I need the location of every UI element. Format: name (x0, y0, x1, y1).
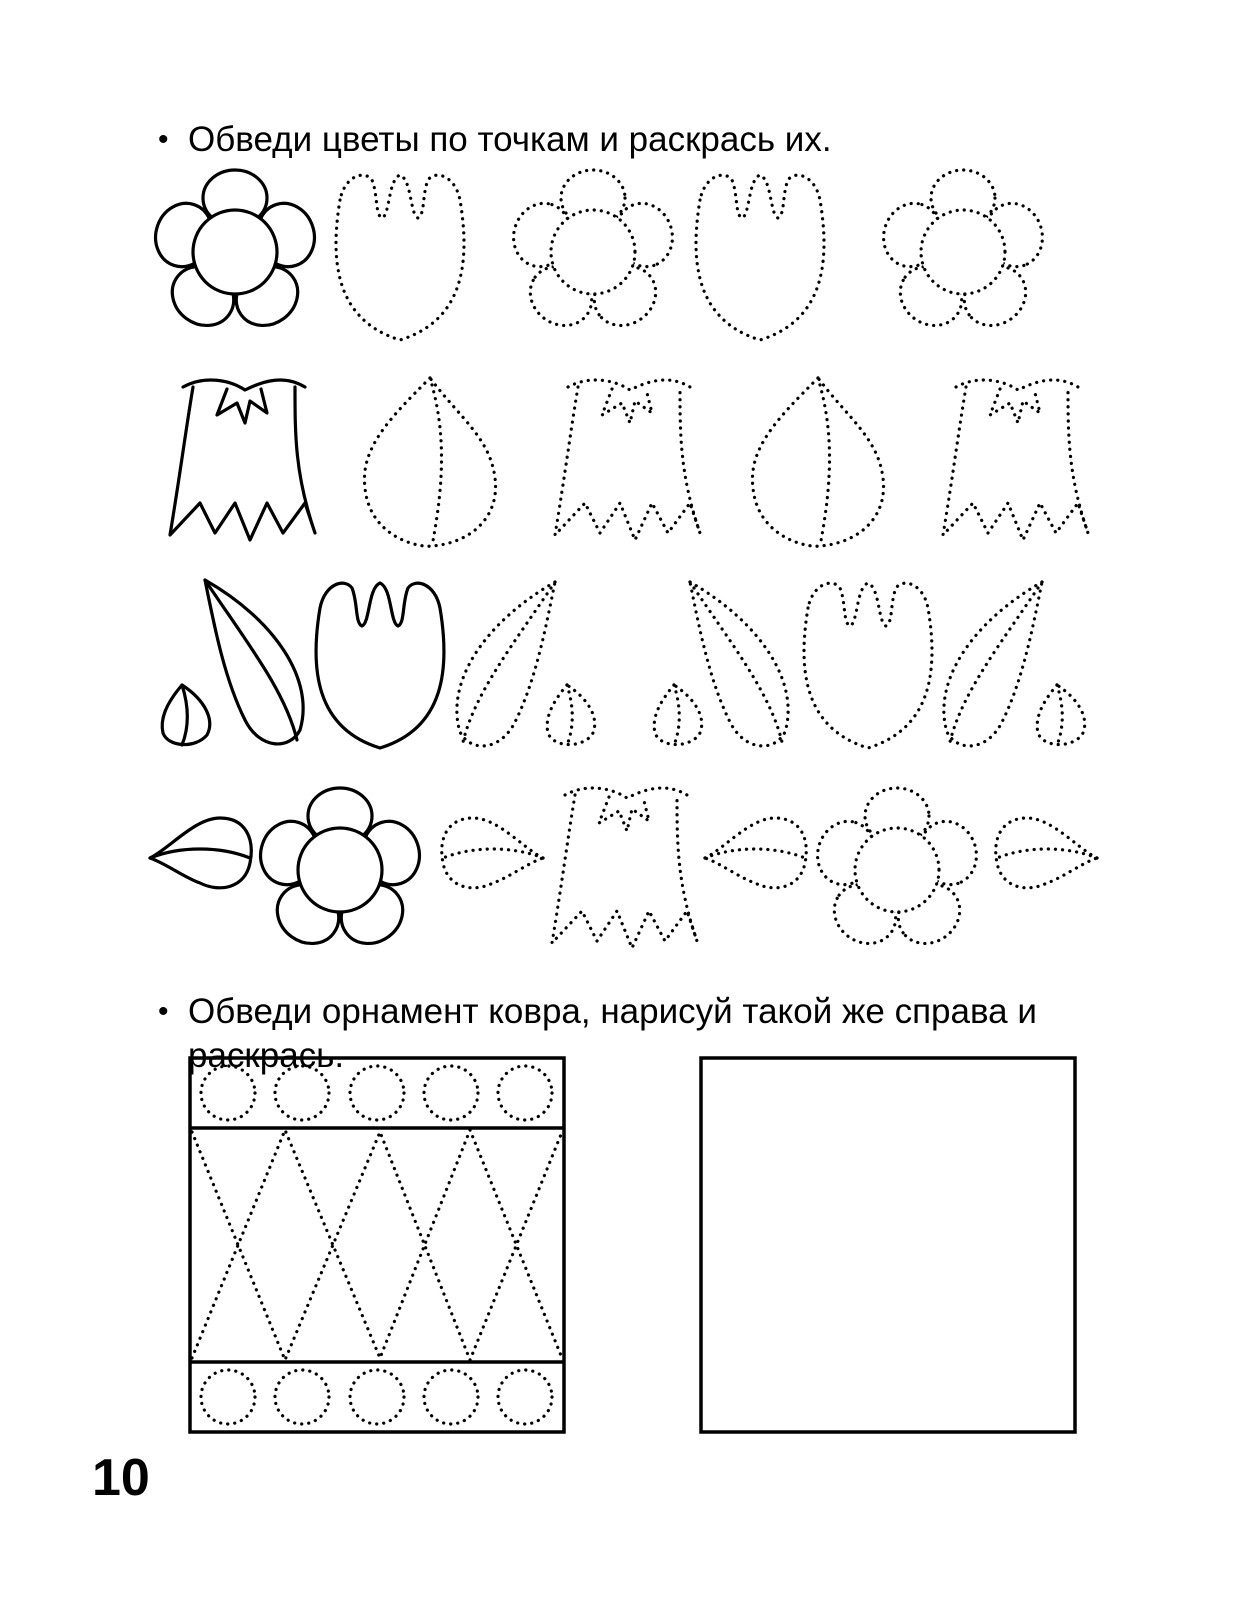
carpet-bottom-circles (201, 1370, 552, 1424)
petal-icon (1037, 685, 1085, 745)
petal-icon (162, 685, 210, 745)
leaf-icon (457, 582, 555, 746)
petal-icon (547, 685, 595, 745)
leaf-icon (205, 580, 303, 744)
leaf-icon (944, 582, 1042, 746)
bellflower-icon (170, 380, 315, 540)
bellflower-icon (552, 788, 697, 948)
empty-drawing-square (701, 1058, 1075, 1432)
page-number: 10 (92, 1449, 150, 1507)
task-1-text: Обведи цветы по точкам и раскрась их. (188, 120, 832, 159)
carpet-frame (190, 1058, 564, 1432)
tulip-icon (316, 583, 444, 748)
leaf-icon (996, 818, 1097, 888)
bud-icon (364, 378, 495, 546)
bud-icon (752, 378, 883, 546)
daisy-flower-icon (875, 170, 1050, 337)
bullet: • (158, 123, 169, 156)
daisy-flower-icon (252, 788, 427, 955)
daisy-flower-icon (147, 170, 322, 337)
row-4-flowers (150, 788, 1097, 955)
carpet-ornament (190, 1058, 564, 1432)
carpet-top-circles (201, 1066, 552, 1120)
leaf-icon (705, 818, 806, 888)
daisy-flower-icon (809, 788, 984, 955)
row-2-flowers (170, 378, 1088, 546)
tulip-icon (696, 175, 824, 340)
tulip-icon (804, 583, 932, 748)
task-2-text: Обведи орнамент ковра, нарисуй такой же справа и раскрась. (188, 992, 1037, 1075)
row-3-flowers (162, 580, 1085, 748)
bellflower-icon (943, 380, 1088, 540)
tulip-icon (336, 175, 464, 340)
carpet-diamonds (192, 1130, 562, 1360)
daisy-flower-icon (505, 170, 680, 337)
leaf-icon (150, 818, 251, 888)
leaf-icon (442, 818, 543, 888)
petal-icon (654, 685, 702, 745)
leaf-icon (690, 582, 788, 746)
bellflower-icon (555, 380, 700, 540)
bullet: • (158, 995, 169, 1028)
row-1-flowers (147, 170, 1050, 340)
